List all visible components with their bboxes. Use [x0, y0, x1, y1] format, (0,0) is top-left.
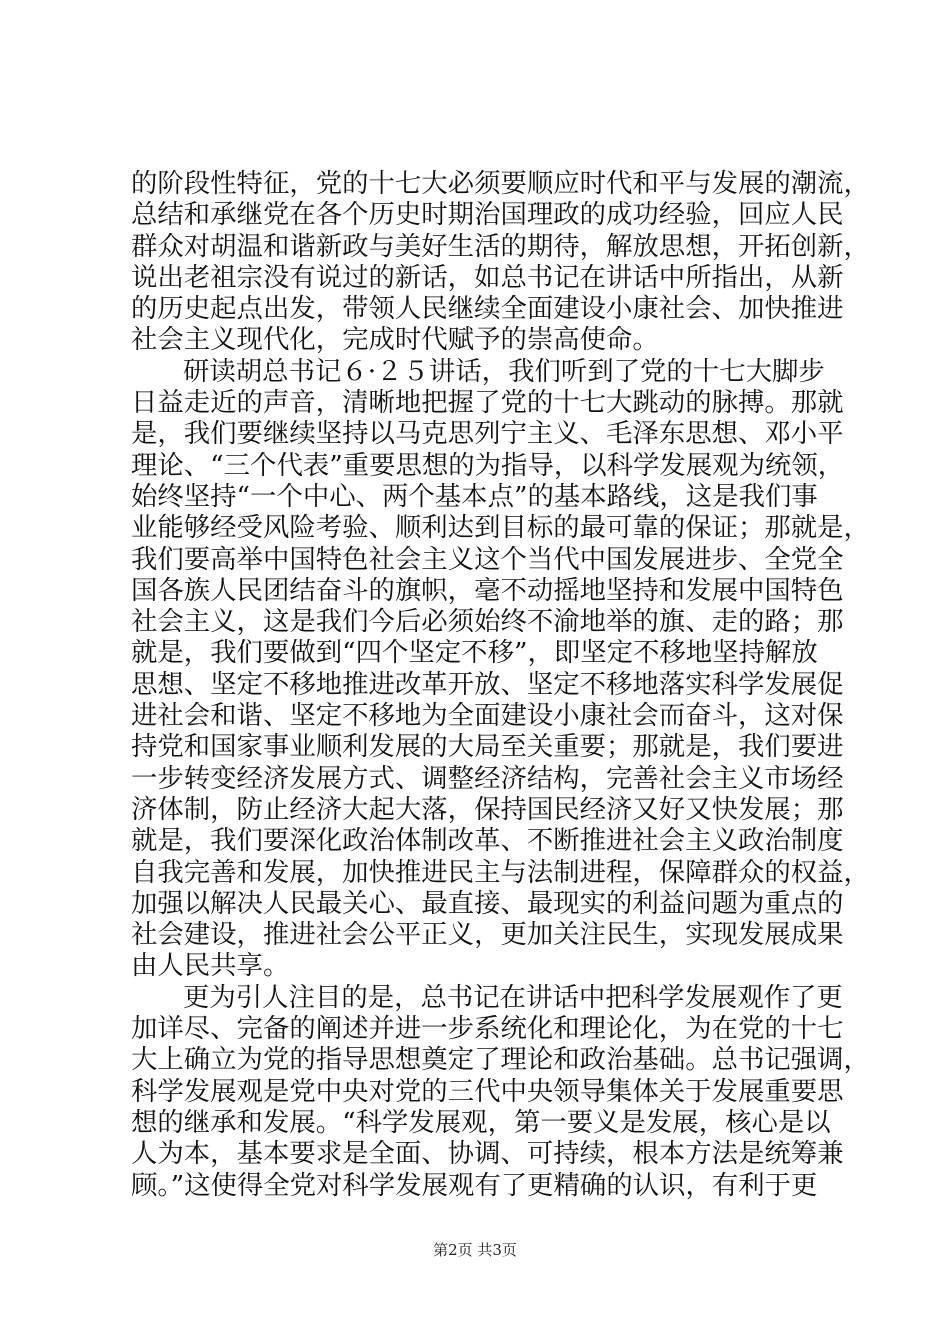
- text-line: 想的继承和发展。“科学发展观，第一要义是发展，核心是以: [131, 1106, 831, 1138]
- text-line: 国各族人民团结奋斗的旗帜，毫不动摇地坚持和发展中国特色: [131, 574, 844, 606]
- text-line: 人为本，基本要求是全面、协调、可持续，根本方法是统筹兼: [131, 1138, 844, 1170]
- paragraph: [131, 981, 870, 1201]
- text-line: 是，我们要继续坚持以马克思列宁主义、毛泽东思想、邓小平: [131, 418, 844, 450]
- text-line: 总结和承继党在各个历史时期治国理政的成功经验，回应人民: [131, 199, 844, 231]
- text-line: 业能够经受风险考验、顺利达到目标的最可靠的保证；那就是，: [131, 512, 870, 544]
- text-line: 一步转变经济发展方式、调整经济结构，完善社会主义市场经: [131, 762, 844, 794]
- text-line: 日益走近的声音，清晰地把握了党的十七大跳动的脉搏。那就: [131, 387, 844, 419]
- text-line: 说出老祖宗没有说过的新话，如总书记在讲话中所指出，从新: [131, 261, 844, 293]
- text-line: 研读胡总书记６·２５讲话，我们听到了党的十七大脚步: [183, 355, 825, 387]
- text-line: 就是，我们要做到“四个坚定不移”，即坚定不移地坚持解放: [131, 637, 818, 669]
- text-line: 加详尽、完备的阐述并进一步系统化和理论化，为在党的十七: [131, 1013, 844, 1045]
- text-line: 济体制，防止经济大起大落，保持国民经济又好又快发展；那: [131, 793, 844, 825]
- text-line: 大上确立为党的指导思想奠定了理论和政治基础。总书记强调，: [131, 1044, 870, 1076]
- text-line: 的阶段性特征，党的十七大必须要顺应时代和平与发展的潮流，: [131, 168, 870, 199]
- text-line: 进社会和谐、坚定不移地为全面建设小康社会而奋斗，这对保: [131, 700, 844, 732]
- document-body: [131, 168, 870, 1201]
- text-line: 就是，我们要深化政治体制改革、不断推进社会主义政治制度: [131, 825, 844, 857]
- text-line: 顾。”这使得全党对科学发展观有了更精确的认识，有利于更: [131, 1169, 818, 1201]
- text-line: 自我完善和发展，加快推进民主与法制进程，保障群众的权益，: [131, 856, 870, 888]
- text-line: 持党和国家事业顺利发展的大局至关重要；那就是，我们要进: [131, 731, 844, 763]
- text-line: 始终坚持“一个中心、两个基本点”的基本路线，这是我们事: [131, 480, 818, 512]
- text-line: 更为引人注目的是，总书记在讲话中把科学发展观作了更: [183, 981, 843, 1013]
- text-line: 社会主义，这是我们今后必须始终不渝地举的旗、走的路；那: [131, 606, 844, 638]
- text-line: 群众对胡温和谐新政与美好生活的期待，解放思想，开拓创新，: [131, 230, 870, 262]
- paragraph: [131, 355, 870, 982]
- text-line: 社会建设，推进社会公平正义，更加关注民生，实现发展成果: [131, 919, 844, 951]
- text-line: 的历史起点出发，带领人民继续全面建设小康社会、加快推进: [131, 293, 844, 325]
- page-footer: 第2页 共3页: [433, 1241, 517, 1259]
- text-line: 我们要高举中国特色社会主义这个当代中国发展进步、全党全: [131, 543, 844, 575]
- text-line: 思想、坚定不移地推进改革开放、坚定不移地落实科学发展促: [131, 668, 844, 700]
- paragraph: [131, 168, 870, 356]
- text-line: 理论、“三个代表”重要思想的为指导，以科学发展观为统领，: [131, 449, 845, 481]
- text-line: 科学发展观是党中央对党的三代中央领导集体关于发展重要思: [131, 1075, 844, 1107]
- text-line: 社会主义现代化，完成时代赋予的崇高使命。: [131, 324, 659, 356]
- text-line: 由人民共享。: [131, 950, 290, 982]
- text-line: 加强以解决人民最关心、最直接、最现实的利益问题为重点的: [131, 887, 844, 919]
